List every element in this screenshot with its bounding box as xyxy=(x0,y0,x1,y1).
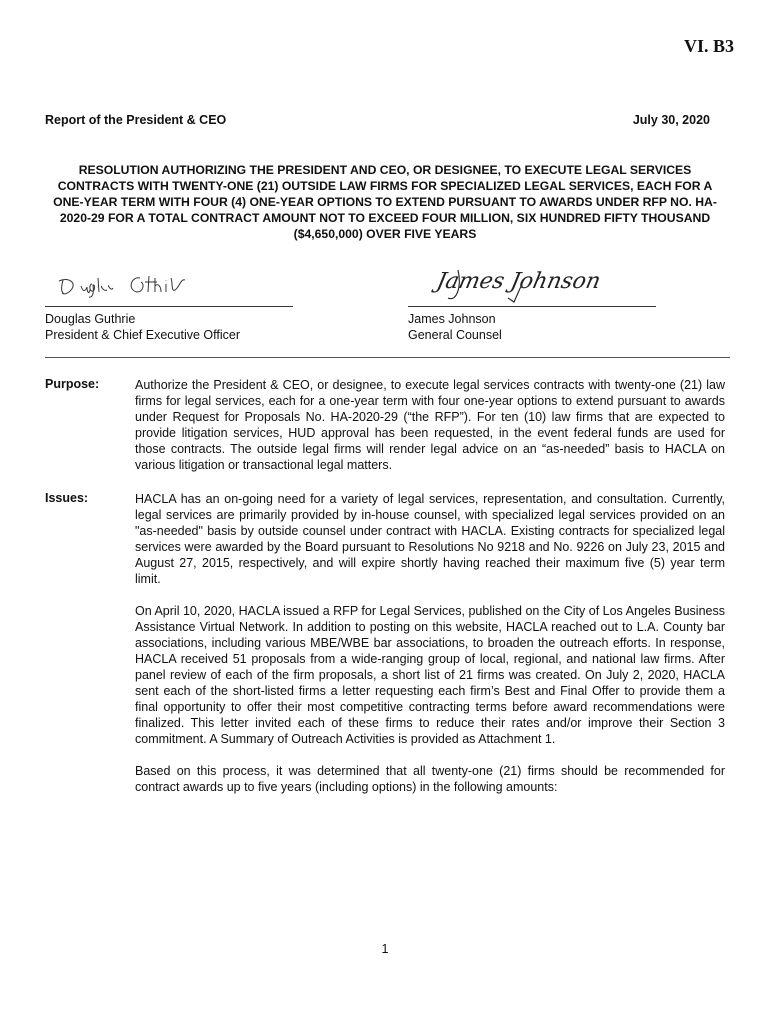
purpose-section xyxy=(45,377,725,489)
signature-james-johnson xyxy=(408,270,658,302)
report-date: July 30, 2020 xyxy=(632,113,710,127)
section-divider xyxy=(45,357,730,358)
purpose-body xyxy=(135,377,725,489)
signature-douglas-guthrie xyxy=(45,270,295,302)
signature-block-counsel xyxy=(408,270,658,343)
issues-body xyxy=(135,491,725,811)
signature-block-ceo xyxy=(45,270,295,343)
issues-paragraph: Based on this process, it was determined that all twenty-one (21) firms should be recommended for contract awards up to five years (including options) in the following amounts: xyxy=(135,764,725,794)
issues-label: Issues: xyxy=(45,491,89,505)
signatory-name: James Johnson xyxy=(408,312,496,326)
signatory-name: Douglas Guthrie xyxy=(45,312,136,326)
signature-line xyxy=(408,306,656,307)
signature-line xyxy=(45,306,293,307)
resolution-title: RESOLUTION AUTHORIZING THE PRESIDENT AND CEO, OR DESIGNEE, TO EXECUTE LEGAL SERVICES CONTRACTS WITH TWENTY-ONE (21) OUTSIDE LAW FIRMS FOR SPECIALIZED LEGAL SERVICES, EACH FOR A ONE-YEAR TERM WITH FOUR (4) ONE-YEAR OPTIONS TO EXTEND PURSUANT TO AWARDS UNDER RFP NO. HA-2020-29 FOR A TOTAL CONTRACT AMOUNT NOT TO EXCEED FOUR MILLION, SIX HUNDRED FIFTY THOUSAND ($4,650,000) OVER FIVE YEARS xyxy=(53,163,717,241)
purpose-paragraph: Authorize the President & CEO, or designee, to execute legal services contracts with twenty-one (21) law firms for legal services, each for a one-year term with four one-year options to extend pursuant to awards under Request for Proposals No. HA-2020-29 (“the RFP”). For ten (10) law firms that are expected to provide litigation services, HUD approval has been requested, in the event federal funds are used for those contracts. The outside legal firms will render legal advice on an “as-needed” basis to HACLA on various litigation or transactional legal matters. xyxy=(135,378,725,472)
signatory-role: General Counsel xyxy=(408,328,502,342)
report-header xyxy=(45,113,710,127)
signatory-role: President & Chief Executive Officer xyxy=(45,328,240,342)
issues-paragraph: HACLA has an on-going need for a variety of legal services, representation, and consultation. Currently, legal services are primarily provided by in-house counsel, with specialized legal services provided on an "as-needed" basis by outside counsel under contract with HACLA. Existing contracts for specialized legal services were awarded by the Board pursuant to Resolutions No 9218 and No. 9226 on July 23, 2015 and August 27, 2015, respectively, and will expire shortly having reached their maximum five (5) year term limit. xyxy=(135,492,725,586)
issues-section xyxy=(45,491,725,811)
page-number: 1 xyxy=(381,942,389,956)
report-label: Report of the President & CEO xyxy=(45,113,227,127)
issues-paragraph: On April 10, 2020, HACLA issued a RFP for Legal Services, published on the City of Los Angeles Business Assistance Virtual Network. In addition to posting on this website, HACLA reached out to L.A. County bar associations, including various MBE/WBE bar associations, to broaden the outreach efforts. In response, HACLA received 51 proposals from a wide-ranging group of local, regional, and national law firms. After panel review of each of the firm proposals, a short list of 21 firms was created. On July 2, 2020, HACLA sent each of the short-listed firms a letter requesting each firm’s Best and Final Offer to provide them a final opportunity to offer their most competitive contracting terms before award recommendations were finalized. This letter invited each of these firms to reduce their rates and/or improve their Section 3 commitment. A Summary of Outreach Activities is provided as Attachment 1. xyxy=(135,604,725,746)
signature-text: James Johnson xyxy=(434,268,603,294)
item-number: VI. B3 xyxy=(683,36,734,56)
purpose-label: Purpose: xyxy=(45,377,100,391)
